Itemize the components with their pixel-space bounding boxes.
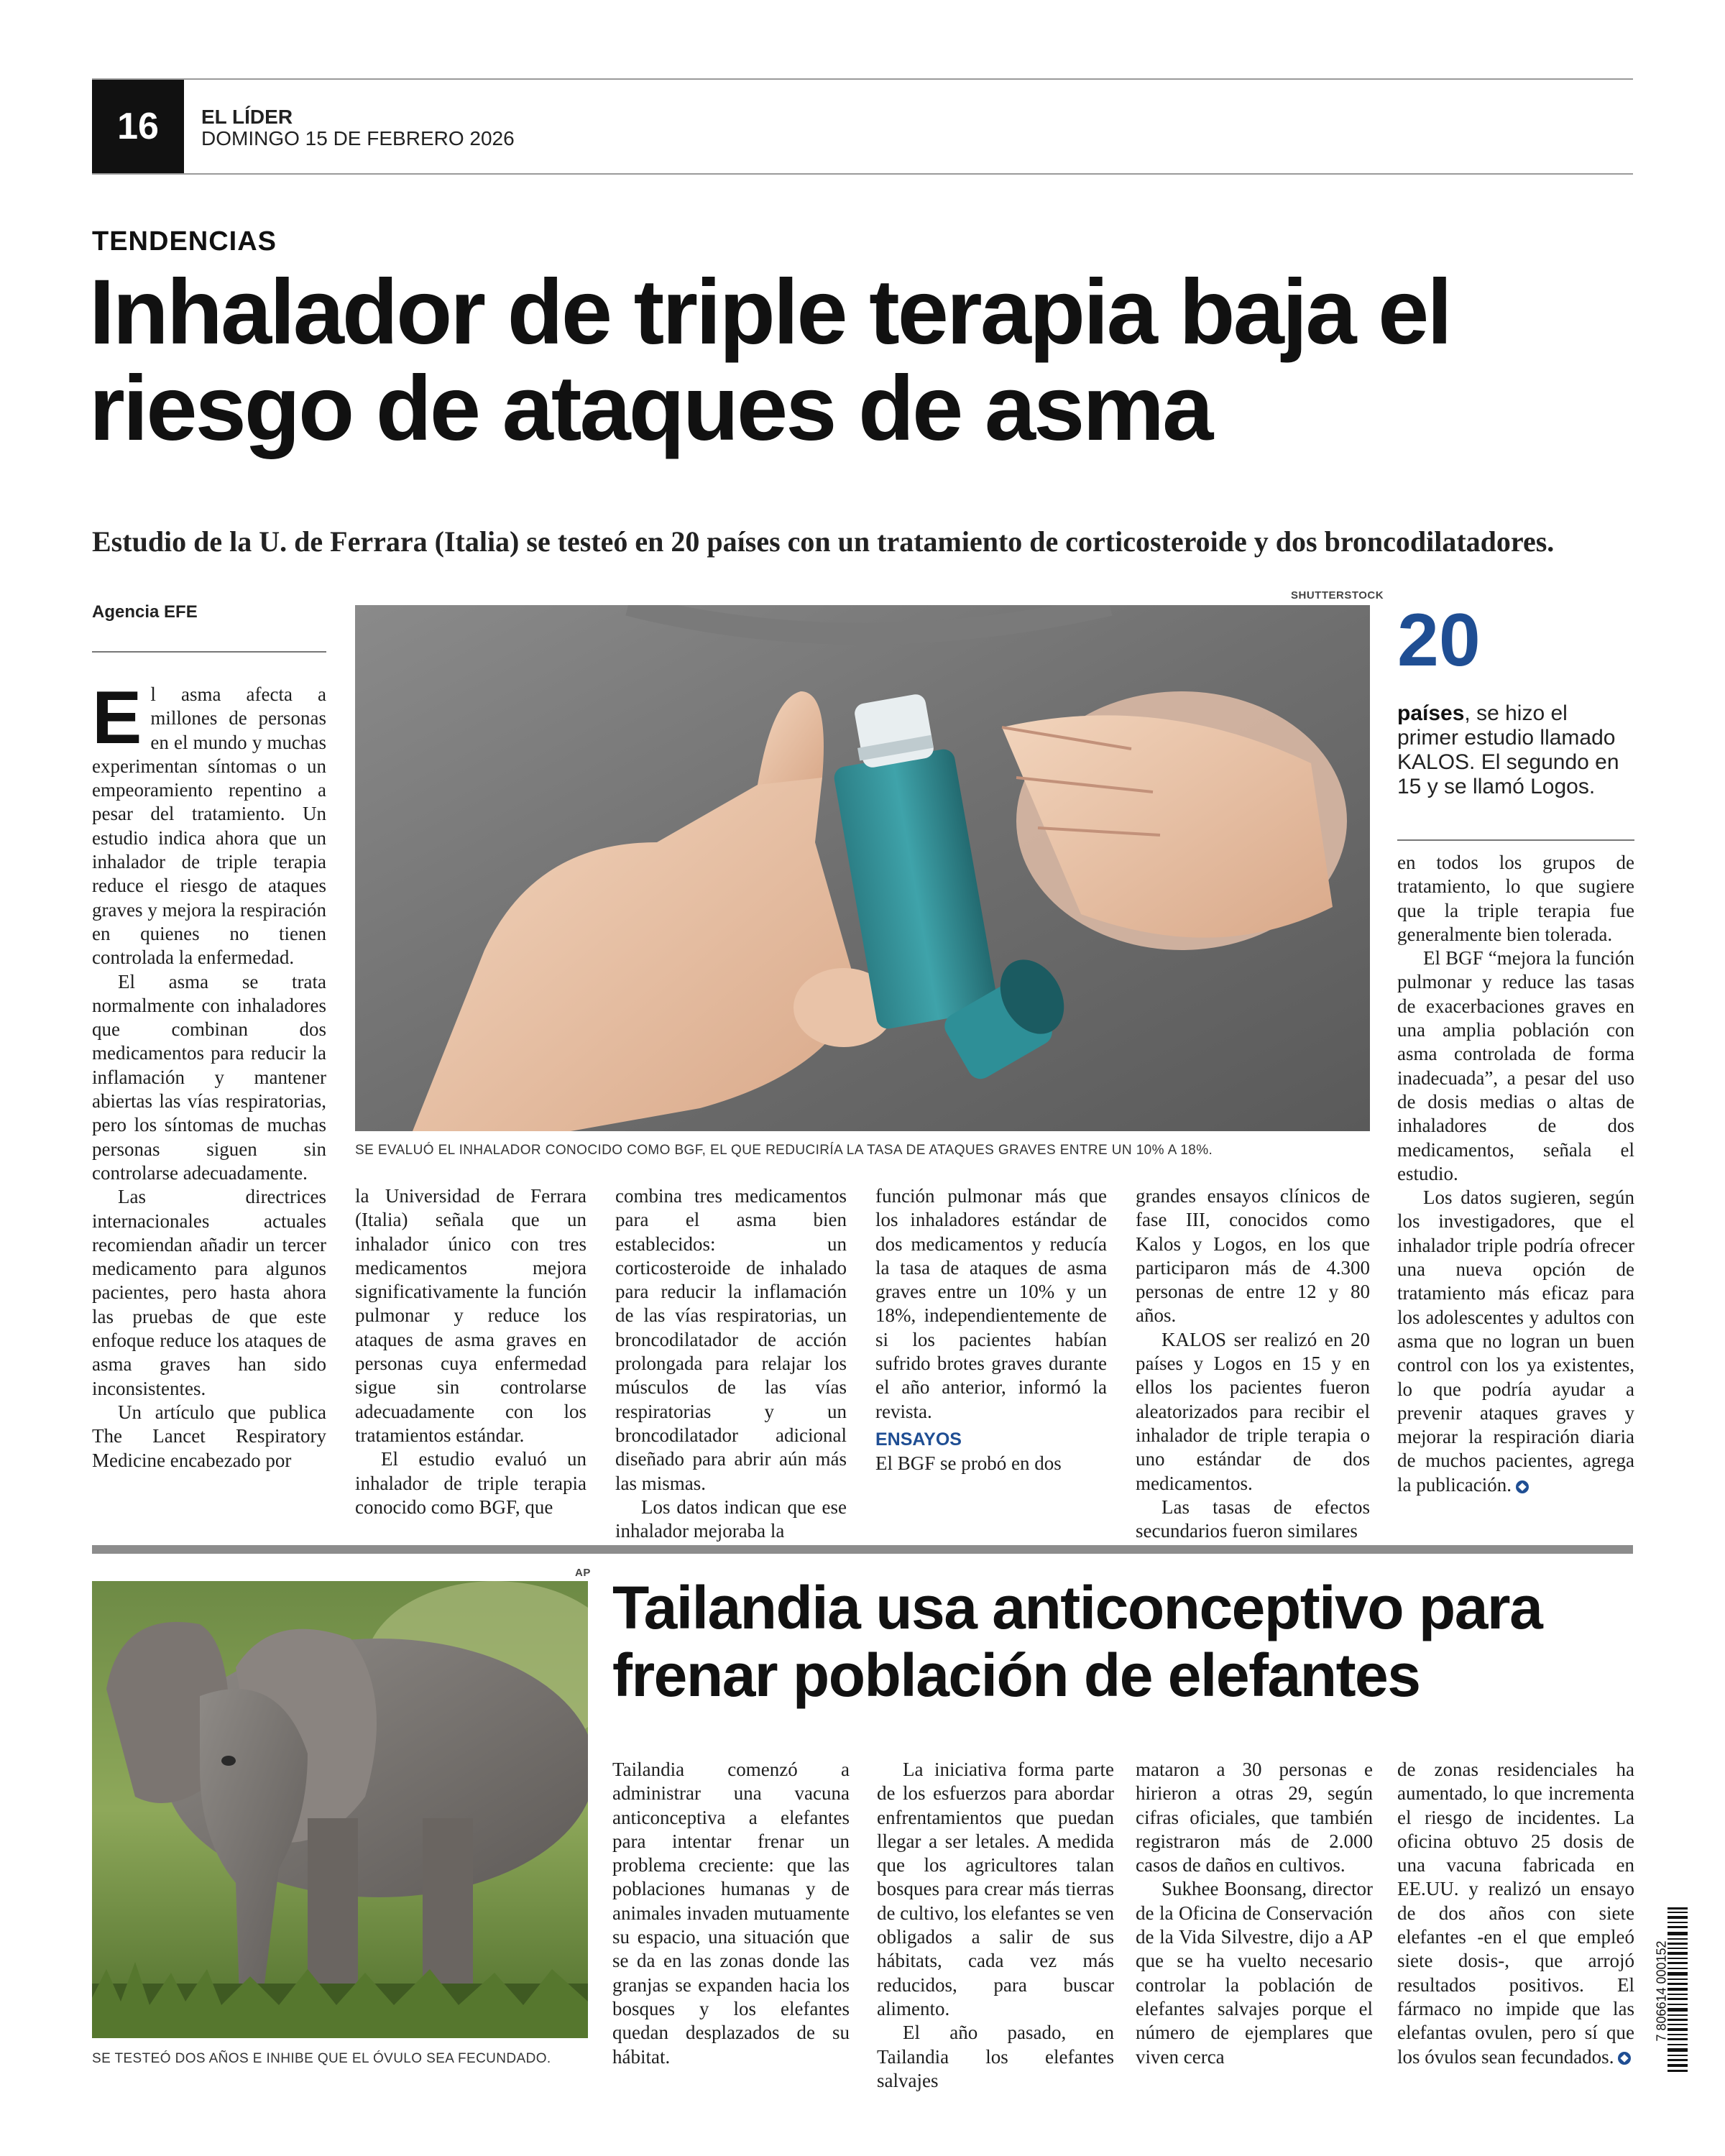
paragraph: Tailandia comenzó a administrar una vacuna anticonceptiva a elefantes para intentar frenar un problema creciente: que las poblaciones humanas y de animales invaden mutuamente su espacio, una situación que se da en las zonas donde las granjas se expanden hacia los bosques y los elefantes quedan desplazados de su hábitat.	[612, 1759, 850, 2068]
page-number: 16	[92, 80, 184, 173]
paragraph-text: de zonas residenciales ha aumentado, lo que incrementa el riesgo de incidentes. La oficina obtuvo 25 dosis de una vacuna fabricada en EE.UU. y realizó un ensayo de dos años con siete elefantes -en el que empleó siete dosis-, que arrojó resultados positivos. El fármaco no impide que las elefantas ovulen, pero sí que los óvulos sean fecundados.	[1397, 1759, 1634, 2068]
section-divider	[92, 1545, 1633, 1554]
paragraph: KALOS ser realizó en 20 países y Logos en 15 y en ellos los pacientes fueron aleatorizados para recibir el inhalador de triple terapia o uno estándar de dos medicamentos.	[1136, 1328, 1370, 1494]
paragraph: grandes ensayos clínicos de fase III, conocidos como Kalos y Logos, en los que participaron más de 4.300 personas de entre 12 y 80 años.	[1136, 1185, 1370, 1327]
fact-bold: países	[1397, 701, 1465, 725]
deck: Estudio de la U. de Ferrara (Italia) se testeó en 20 países con un tratamiento de corticosteroide y dos broncodilatadores.	[92, 525, 1555, 558]
article2-column-3	[1136, 1758, 1373, 2069]
fact-number: 20	[1397, 599, 1481, 682]
article2-column-1	[612, 1758, 850, 2069]
paragraph: en todos los grupos de tratamiento, lo que sugiere que la triple terapia fue generalmente bien tolerada.	[1397, 852, 1634, 945]
paragraph: mataron a 30 personas e hirieron a otras 29, según cifras oficiales, que también registraron más de 2.000 casos de daños en cultivos.	[1136, 1759, 1373, 1876]
header-bottom-rule	[92, 173, 1633, 175]
article1-column-1	[92, 676, 326, 1473]
end-mark-icon	[1618, 2052, 1631, 2065]
elephant-illustration	[92, 1581, 588, 2038]
paragraph	[1397, 1758, 1634, 2069]
fact-text: , se hizo el primer estudio llamado KALOS. El segundo en 15 y se llamó Logos.	[1397, 701, 1619, 798]
photo-credit-ap: AP	[575, 1567, 591, 1579]
paragraph: El estudio evaluó un inhalador de triple terapia conocido como BGF, que	[355, 1448, 586, 1518]
paragraph: El BGF se probó en dos	[875, 1452, 1062, 1475]
byline: Agencia EFE	[92, 602, 198, 622]
paragraph	[1397, 1186, 1634, 1497]
top-rule	[92, 78, 1633, 80]
elephant-caption: SE TESTEÓ DOS AÑOS E INHIBE QUE EL ÓVULO SEA FECUNDADO.	[92, 2051, 551, 2066]
paper-name: EL LÍDER	[201, 106, 293, 128]
article2-column-4	[1397, 1758, 1634, 2069]
elephant-photo	[92, 1581, 588, 2038]
photo-caption: SE EVALUÓ EL INHALADOR CONOCIDO COMO BGF, EL QUE REDUCIRÍA LA TASA DE ATAQUES GRAVES ENTRE UN 10% A 18%.	[355, 1143, 1213, 1158]
article1-column-4	[875, 1184, 1107, 1476]
paragraph: Sukhee Boonsang, director de la Oficina de Conservación de la Vida Silvestre, dijo a AP que se ha vuelto necesario controlar la población de elefantes salvajes porque el número de ejemplares que viven cerca	[1136, 1878, 1373, 2068]
main-headline: Inhalador de triple terapia baja el riesgo de ataques de asma	[89, 261, 1450, 460]
dropcap: E	[92, 676, 142, 760]
paragraph: El BGF “mejora la función pulmonar y reduce las tasas de exacerbaciones graves en una amplia población con asma controlada de forma inadecuada”, a pesar del uso de dosis medias o altas de inhaladores de dos medicamentos, señala el estudio.	[1397, 947, 1634, 1184]
paragraph: Las directrices internacionales actuales recomiendan añadir un tercer medicamento para algunos pacientes, pero hasta ahora las pruebas de que este enfoque reduce los ataques de asma graves han sido inconsistentes.	[92, 1186, 326, 1399]
paragraph: Los datos indican que ese inhalador mejoraba la	[615, 1496, 847, 1542]
article1-column-5	[1136, 1184, 1370, 1543]
masthead	[201, 106, 515, 149]
barcode-number: 7 806614 000152	[1654, 1940, 1669, 2042]
byline-rule	[92, 651, 326, 653]
paragraph: la Universidad de Ferrara (Italia) señala que un inhalador único con tres medicamentos mejora significativamente la función pulmonar y reduce los ataques de asma graves en personas cuya enfermedad sigue sin controlarse adecuadamente con los tratamientos estándar.	[355, 1185, 586, 1446]
inhaler-illustration	[355, 605, 1370, 1131]
issue-date: DOMINGO 15 DE FEBRERO 2026	[201, 127, 515, 149]
paragraph: El asma se trata normalmente con inhaladores que combinan dos medicamentos para reducir la inflamación y mantener abiertas las vías respiratorias, pero los síntomas de muchas personas siguen sin controlarse adecuadamente.	[92, 970, 326, 1184]
paragraph: Un artículo que publica The Lancet Respiratory Medicine encabezado por	[92, 1401, 326, 1471]
paragraph: Las tasas de efectos secundarios fueron similares	[1136, 1496, 1370, 1542]
paragraph: función pulmonar más que los inhaladores estándar de dos medicamentos y reducía la tasa de ataques de asma graves entre un 10% y un 18%, independientemente de si los pacientes habían sufrido brotes graves durante el año anterior, informó la revista.	[875, 1185, 1107, 1422]
article1-column-6	[1397, 851, 1634, 1497]
paragraph: l asma afecta a millones de personas en el mundo y muchas experimentan síntomas o un empeoramiento repentino a pesar del tratamiento. Un estudio indica ahora que un inhalador de triple terapia reduce el riesgo de ataques graves y mejora la respiración en quienes no tienen controlada la enfermedad.	[92, 683, 326, 969]
paragraph: combina tres medicamentos para el asma bien establecidos: un corticosteroide de inhalado para reducir la inflamación de las vías respiratorias, un broncodilatador de acción prolongada para relajar los músculos de las vías respiratorias y un broncodilatador adicional diseñado para abrir aún más las mismas.	[615, 1185, 847, 1494]
article1-column-3	[615, 1184, 847, 1543]
end-mark-icon	[1516, 1480, 1529, 1493]
inhaler-photo	[355, 605, 1370, 1131]
paragraph-text: Los datos sugieren, según los investigadores, que el inhalador triple podría ofrecer una nueva opción de tratamiento más eficaz para los adolescentes y adultos con asma que no logran un buen control con los ya existentes, lo que podría ayudar a prevenir ataques graves y mejorar la respiración diaria de muchos pacientes, agrega la publicación.	[1397, 1187, 1634, 1496]
article2-column-2	[877, 1758, 1114, 2093]
subhead-ensayos: ENSAYOS	[875, 1429, 962, 1450]
fact-box	[1397, 701, 1634, 799]
photo-credit: SHUTTERSTOCK	[1291, 589, 1384, 602]
paragraph: El año pasado, en Tailandia los elefantes salvajes	[877, 2022, 1114, 2091]
section-label: TENDENCIAS	[92, 226, 277, 257]
secondary-headline: Tailandia usa anticonceptivo para frenar población de elefantes	[612, 1574, 1542, 1709]
paragraph: La iniciativa forma parte de los esfuerzos para abordar enfrentamientos que puedan llegar a ser letales. A medida que los agricultores talan bosques para crear más tierras de cultivo, los elefantes se ven obligados a salir de sus hábitats, cada vez más reducidos, para buscar alimento.	[877, 1759, 1114, 2019]
article1-column-2	[355, 1184, 586, 1519]
barcode	[1650, 1904, 1688, 2077]
factbox-rule	[1397, 839, 1634, 841]
